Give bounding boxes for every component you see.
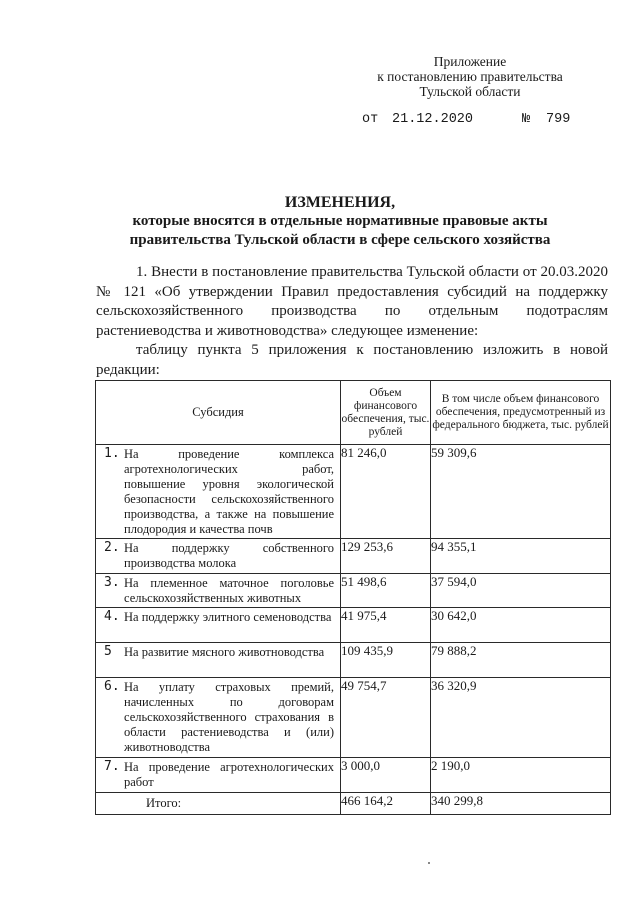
total-volume: 466 164,2 (341, 793, 431, 815)
paragraph-1 (96, 263, 608, 341)
row-volume: 109 435,9 (341, 643, 431, 678)
row-number: 3. (104, 575, 120, 590)
row-number: 2. (104, 540, 120, 555)
title-line-3: правительства Тульской области в сфере сельского хозяйства (129, 232, 551, 248)
appendix-header (360, 54, 580, 99)
row-description: На проведение агротехнологических работ (124, 760, 334, 789)
row-number: 5 (104, 644, 112, 659)
total-federal: 340 299,8 (431, 793, 611, 815)
table-row (96, 445, 611, 539)
row-federal: 30 642,0 (431, 608, 611, 643)
title-main: ИЗМЕНЕНИЯ, (284, 194, 396, 211)
row-federal: 94 355,1 (431, 539, 611, 574)
date-prefix: от (362, 112, 379, 127)
row-number: 1. (104, 446, 120, 461)
row-volume: 3 000,0 (341, 758, 431, 793)
row-description: На уплату страховых премий, начисленных по договорам сельскохозяйственного страхования в области растениеводства и (или) животноводства (124, 680, 334, 754)
row-federal: 59 309,6 (431, 445, 611, 539)
table-total-row (96, 793, 611, 815)
table-row (96, 758, 611, 793)
table-row (96, 574, 611, 608)
row-description: На развитие мясного животноводства (124, 645, 325, 659)
row-volume: 81 246,0 (341, 445, 431, 539)
row-description: На поддержку собственного производства молока (124, 541, 334, 570)
row-volume: 51 498,6 (341, 574, 431, 608)
row-number: 6. (104, 679, 120, 694)
total-label: Итого: (96, 793, 341, 815)
row-federal: 36 320,9 (431, 678, 611, 758)
appendix-line-1: Приложение (433, 54, 507, 69)
row-federal: 79 888,2 (431, 643, 611, 678)
row-federal: 2 190,0 (431, 758, 611, 793)
table-row (96, 608, 611, 643)
row-number: 7. (104, 759, 120, 774)
table-row (96, 539, 611, 574)
row-volume: 41 975,4 (341, 608, 431, 643)
table-row (96, 643, 611, 678)
row-description: На племенное маточное поголовье сельскохозяйственных животных (124, 576, 334, 605)
table-header-row (96, 381, 611, 445)
subsidy-table (95, 380, 611, 815)
row-number: 4. (104, 609, 120, 624)
paragraph-2-text: таблицу пункта 5 приложения к постановлению изложить в новой редакции: (96, 342, 608, 378)
header-federal: В том числе объем финансового обеспечения, предусмотренный из федерального бюджета, тыс. рублей (431, 381, 611, 445)
table-row (96, 678, 611, 758)
document-title (60, 193, 620, 250)
number-sign: № (522, 112, 531, 127)
scan-speck (428, 862, 430, 864)
header-volume: Объем финансового обеспечения, тыс. рублей (341, 381, 431, 445)
row-description: На проведение комплекса агротехнологических работ, повышение уровня экологической безопасности сельскохозяйственного производства, а также на повышение плодородия и качества почв (124, 447, 334, 536)
header-subsidy: Субсидия (96, 381, 341, 445)
resolution-number: 799 (546, 112, 571, 127)
row-description: На поддержку элитного семеноводства (124, 610, 332, 624)
appendix-line-2: к постановлению правительства (377, 69, 563, 84)
row-volume: 129 253,6 (341, 539, 431, 574)
row-volume: 49 754,7 (341, 678, 431, 758)
paragraph-1-text: 1. Внести в постановление правительства Тульской области от 20.03.2020 № 121 «Об утверждении Правил предоставления субсидий на поддержку сельскохозяйственного производства по отдельным подотраслям растениеводства и животноводства» следующее изменение: (96, 264, 608, 339)
title-line-2: которые вносятся в отдельные нормативные правовые акты (132, 213, 548, 229)
resolution-date: 21.12.2020 (392, 112, 474, 127)
appendix-line-3: Тульской области (419, 84, 521, 99)
paragraph-2 (96, 341, 608, 380)
row-federal: 37 594,0 (431, 574, 611, 608)
